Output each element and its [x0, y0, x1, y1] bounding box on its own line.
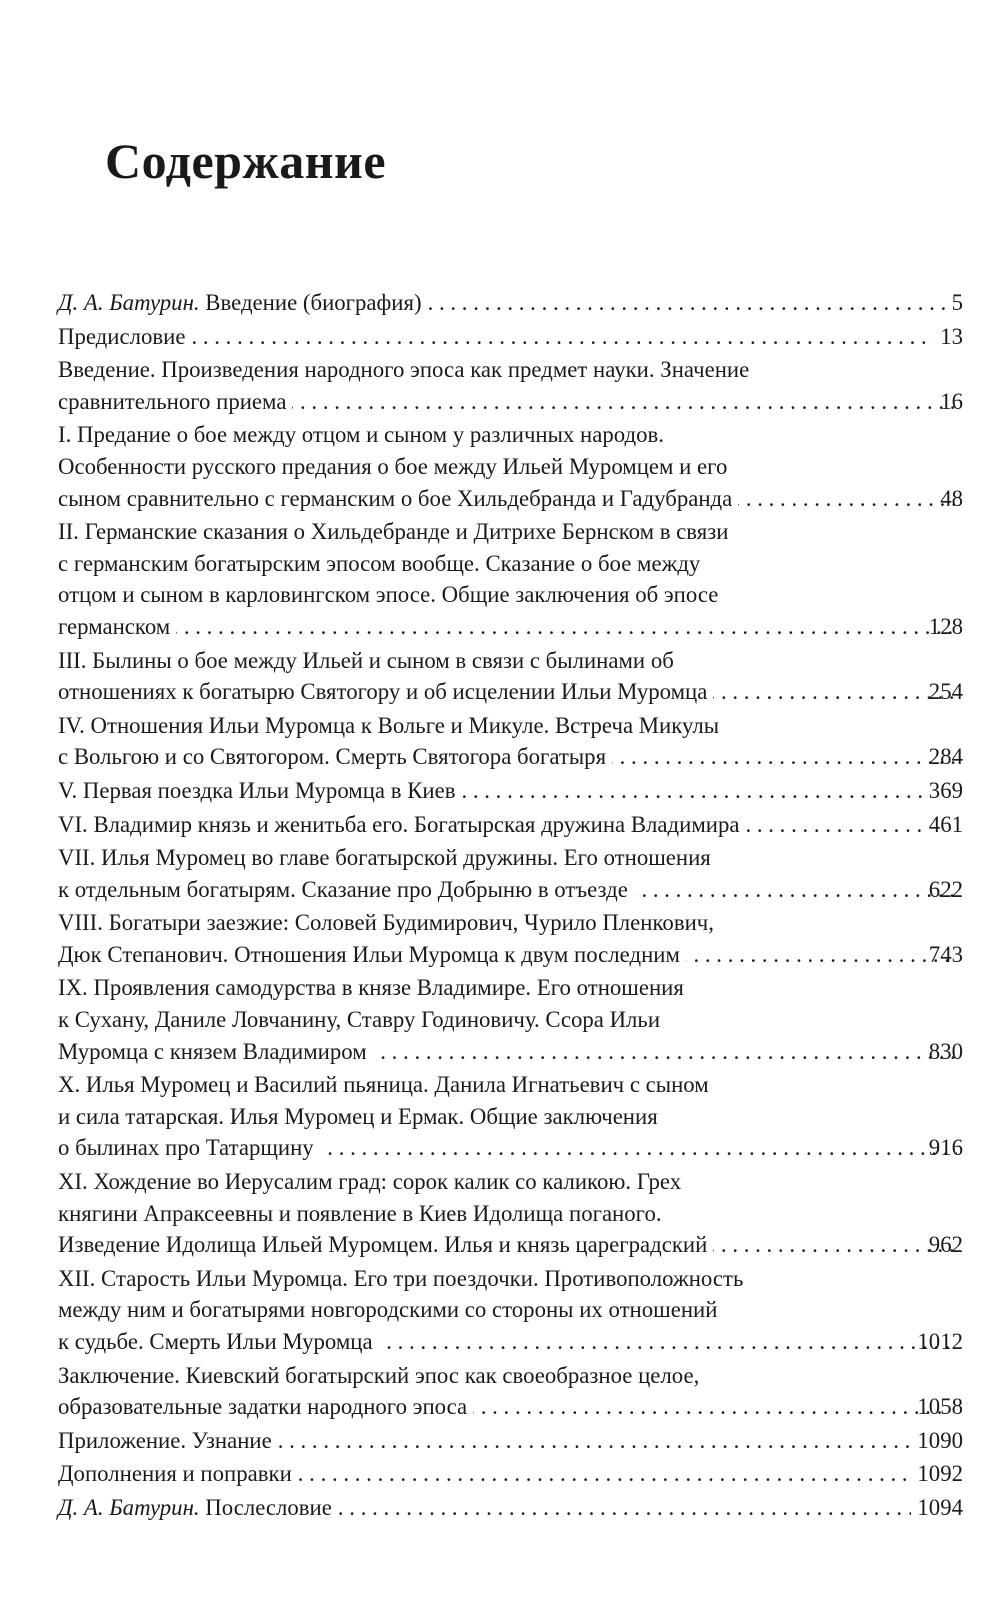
toc-entry-line: с Вольгою и со Святогором. Смерть Святогора богатыря . . . 284	[96, 741, 963, 773]
dot-leader	[461, 775, 922, 807]
toc-entry-title: отцом и сыном в карловингском эпосе. Общие заключения об эпосе	[58, 582, 719, 608]
toc-entry-title: о былинах про Татарщину	[58, 1135, 314, 1161]
toc-entry	[58, 1166, 963, 1261]
dot-leader	[373, 1036, 957, 1068]
toc-page-number: 461	[928, 811, 963, 837]
dot-leader	[191, 321, 934, 353]
toc-entry-title: I. Предание о бое между отцом и сыном у различных народов.	[58, 422, 664, 448]
toc-entry-line	[58, 1166, 963, 1198]
toc-entry-line: Дюк Степанович. Отношения Ильи Муромца к двум последним . . . 743	[96, 939, 963, 971]
toc-entry-title: германском	[58, 613, 171, 639]
toc-entry-title: III. Былины о бое между Ильей и сыном в связи с былинами об	[58, 647, 674, 673]
dot-leader	[738, 483, 957, 515]
toc-entry-title: к отдельным богатырям. Сказание про Добрыню в отъезде	[58, 876, 628, 902]
toc-page-number: 369	[928, 777, 963, 803]
toc-entry-title: VIII. Богатыри заезжие: Соловей Будимирович, Чурило Пленкович,	[58, 910, 714, 936]
toc-entry-line	[58, 1263, 963, 1295]
toc-page-number: 1058	[917, 1394, 963, 1420]
toc-entry	[58, 1069, 963, 1164]
toc-entry-title: с Вольгою и со Святогором. Смерть Святогора богатыря	[58, 744, 607, 770]
toc-entry-title: Введение. Произведения народного эпоса как предмет науки. Значение	[58, 357, 750, 383]
toc-entry-line	[58, 710, 963, 742]
toc-entry-title: Особенности русского предания о бое между Ильей Муромцем и его	[58, 453, 728, 479]
toc-entry-title: IV. Отношения Ильи Муромца к Вольге и Микуле. Встреча Микулы	[58, 712, 720, 738]
dot-leader	[379, 1326, 950, 1358]
toc-entry-line	[58, 809, 963, 841]
toc-entry-line	[58, 907, 963, 939]
toc-entry	[58, 907, 963, 970]
dot-leader	[634, 874, 957, 906]
dot-leader	[612, 741, 957, 773]
toc-entry-line: сыном сравнительно с германским о бое Хильдебранда и Гадубранда . . . 48	[96, 483, 963, 515]
toc-entry-line	[58, 1492, 963, 1524]
toc-entry-title: Дюк Степанович. Отношения Ильи Муромца к двум последним	[58, 941, 680, 967]
toc-entry	[58, 321, 963, 353]
toc-entry	[58, 1263, 963, 1358]
toc-entry-line	[58, 1326, 963, 1358]
dot-leader	[686, 939, 957, 971]
dot-leader	[292, 386, 957, 418]
toc-entry-title: IX. Проявления самодурства в князе Владимире. Его отношения	[58, 975, 684, 1001]
toc-entry-line: отношениях к богатырю Святогору и об исцелении Ильи Муромца . . . 254	[96, 676, 963, 708]
toc-entry	[58, 645, 963, 708]
toc-page-number: 1092	[917, 1461, 963, 1487]
toc-entry-line	[58, 419, 963, 451]
toc-entry-line	[58, 842, 963, 874]
toc-entry-line: о былинах про Татарщину . . . 916	[96, 1132, 963, 1164]
toc-entry	[58, 842, 963, 905]
toc-entry-title: княгини Апраксеевны и появление в Киев Идолища поганого.	[58, 1200, 662, 1226]
toc-entry	[58, 1492, 963, 1524]
dot-leader	[745, 809, 922, 841]
toc-entry-line	[58, 516, 963, 548]
dot-leader	[298, 1458, 912, 1490]
toc-entry-title: XI. Хождение во Иерусалим град: сорок калик со каликою. Грех	[58, 1169, 682, 1195]
toc-entry	[58, 516, 963, 642]
toc-entry-line	[58, 1391, 963, 1423]
dot-leader	[176, 611, 957, 643]
toc-entry-title: Муромца с князем Владимиром	[58, 1038, 367, 1064]
toc-entry	[58, 1360, 963, 1423]
toc-entry-line	[58, 1294, 963, 1326]
toc-entry-title: Заключение. Киевский богатырский эпос как своеобразное целое,	[58, 1362, 700, 1388]
toc-entry-title: X. Илья Муромец и Василий пьяница. Данила Игнатьевич с сыном	[58, 1072, 709, 1098]
toc-entry-title: сыном сравнительно с германским о бое Хильдебранда и Гадубранда	[58, 485, 733, 511]
toc-entry-author: Д. А. Батурин.	[58, 1494, 200, 1520]
toc-entry-line	[58, 354, 963, 386]
toc-entry	[58, 1458, 963, 1490]
dot-leader	[320, 1132, 957, 1164]
dot-leader	[713, 676, 957, 708]
toc-entry-title: V. Первая поездка Ильи Муромца в Киев	[58, 777, 456, 803]
toc-entry-line	[58, 972, 963, 1004]
toc-entry-line	[58, 451, 963, 483]
toc-entry-line	[58, 321, 963, 353]
toc-entry-title: VII. Илья Муромец во главе богатырской дружины. Его отношения	[58, 845, 711, 871]
toc-entry-title: образовательные задатки народного эпоса	[58, 1394, 468, 1420]
dot-leader	[278, 1425, 912, 1457]
toc-entry-line	[58, 645, 963, 677]
toc-entry	[58, 710, 963, 773]
toc-entry-line: Муромца с князем Владимиром . . . 830	[96, 1036, 963, 1068]
table-of-contents	[58, 287, 963, 1526]
toc-entry-title: к Сухану, Даниле Ловчанину, Ставру Годиновичу. Ссора Ильи	[58, 1007, 661, 1033]
dot-leader	[428, 287, 946, 319]
toc-entry-line	[58, 1360, 963, 1392]
toc-entry-line	[58, 1458, 963, 1490]
toc-entry	[58, 354, 963, 417]
toc-entry-title: XII. Старость Ильи Муромца. Его три поездочки. Противоположность	[58, 1265, 744, 1291]
toc-entry	[58, 419, 963, 514]
toc-entry-title: Приложение. Узнание	[58, 1427, 272, 1453]
toc-entry-title: Дополнения и поправки	[58, 1461, 292, 1487]
toc-page-number: 13	[940, 323, 963, 349]
toc-entry-title: и сила татарская. Илья Муромец и Ермак. Общие заключения	[58, 1103, 658, 1129]
toc-entry-title: с германским богатырским эпосом вообще. Сказание о бое между	[58, 550, 701, 576]
dot-leader	[473, 1391, 949, 1423]
toc-entry-line	[58, 1004, 963, 1036]
toc-entry-title: Послесловие	[199, 1494, 332, 1520]
toc-entry	[58, 1425, 963, 1457]
toc-entry-line	[58, 579, 963, 611]
toc-entry-line	[58, 548, 963, 580]
toc-entry-title: VI. Владимир князь и женитьба его. Богатырская дружина Владимира	[58, 811, 740, 837]
toc-entry-line	[58, 287, 963, 319]
toc-entry-author: Д. А. Батурин.	[58, 290, 200, 315]
toc-entry-line	[58, 1425, 963, 1457]
toc-entry-title: к судьбе. Смерть Ильи Муромца	[58, 1329, 373, 1354]
toc-entry-title: Изведение Идолища Ильей Муромцем. Илья и князь цареградский	[58, 1232, 708, 1258]
toc-entry-line	[58, 1198, 963, 1230]
toc-entry-title: сравнительного приема	[58, 388, 287, 414]
toc-entry-line	[58, 1069, 963, 1101]
toc-entry-title: Введение (биография)	[199, 290, 422, 315]
toc-entry	[58, 287, 963, 319]
toc-entry-line: сравнительного приема . . . 16	[96, 386, 963, 418]
dot-leader	[338, 1492, 912, 1524]
toc-entry-line	[58, 775, 963, 807]
toc-entry-title: II. Германские сказания о Хильдебранде и Дитрихе Бернском в связи	[58, 519, 729, 545]
toc-entry	[58, 809, 963, 841]
toc-entry-line	[58, 1101, 963, 1133]
toc-entry-title: Предисловие	[58, 323, 186, 349]
toc-entry-title: между ним и богатырями новгородскими со стороны их отношений	[58, 1297, 718, 1323]
toc-entry-title: отношениях к богатырю Святогору и об исцелении Ильи Муромца	[58, 679, 708, 705]
toc-page-number: 1012	[917, 1329, 963, 1354]
toc-entry	[58, 775, 963, 807]
toc-entry-line: германском . . . 128	[96, 611, 963, 643]
toc-page-number: 1094	[917, 1494, 963, 1520]
toc-entry-line: Изведение Идолища Ильей Муромцем. Илья и князь цареградский . . . 962	[96, 1229, 963, 1261]
page-title: Содержание	[105, 133, 387, 189]
dot-leader	[713, 1229, 957, 1261]
toc-page-number: 1090	[917, 1427, 963, 1453]
toc-entry-line: к отдельным богатырям. Сказание про Добрыню в отъезде . . . 622	[96, 874, 963, 906]
toc-page-number: 5	[951, 290, 963, 315]
toc-entry	[58, 972, 963, 1067]
